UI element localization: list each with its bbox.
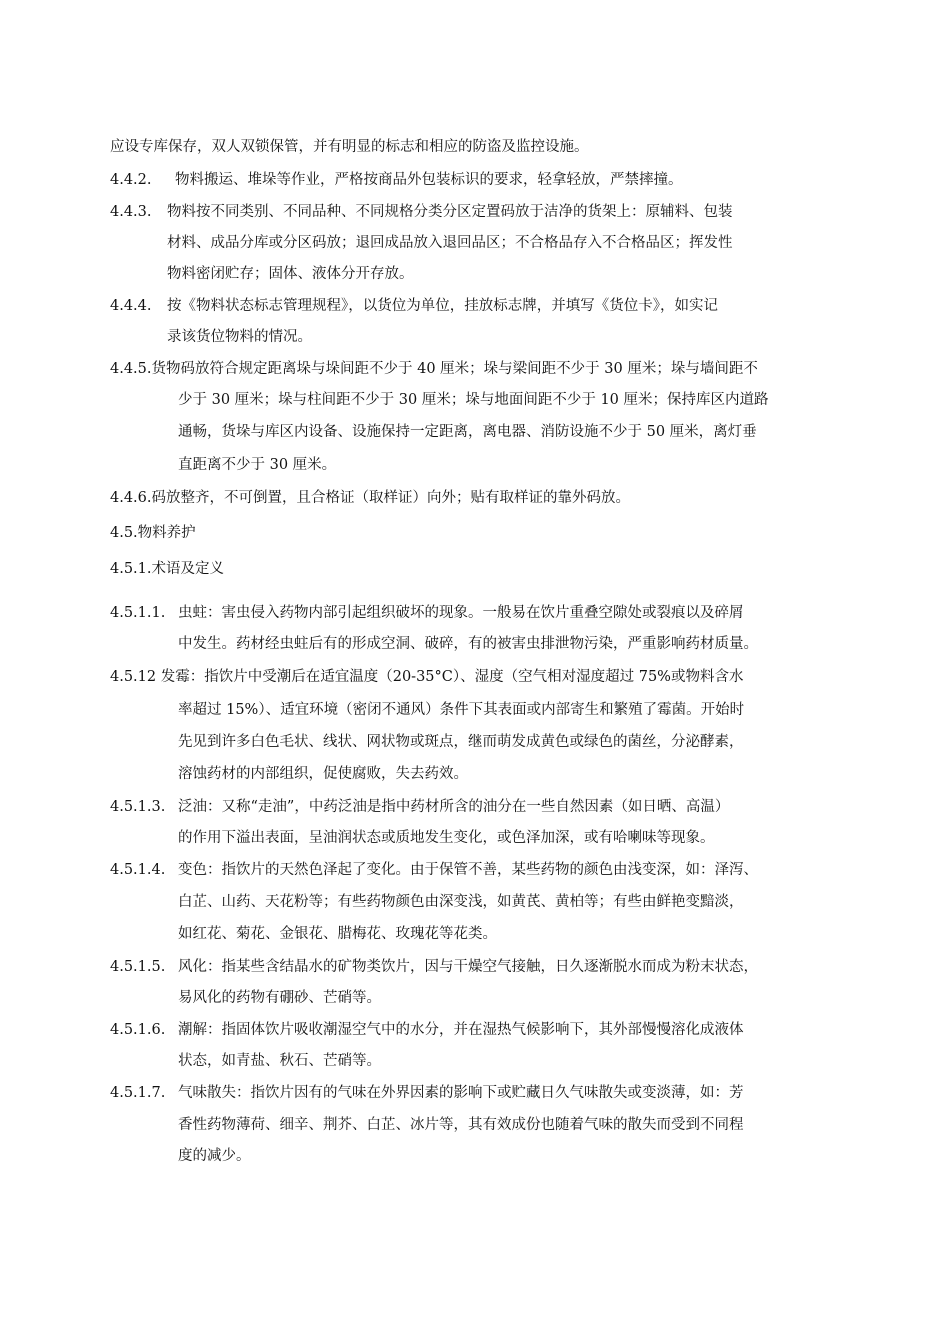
text-line: 先见到许多白色毛状、线状、网状物或斑点，继而萌发成黄色或绿色的菌丝，分泌酵素，	[178, 734, 744, 750]
text-line: 物料按不同类别、不同品种、不同规格分类分区定置码放于洁净的货架上：原辅料、包装	[167, 204, 733, 220]
text-line: 虫蛀：害虫侵入药物内部引起组织破坏的现象。一般易在饮片重叠空隙处或裂痕以及碎屑	[178, 605, 744, 621]
text-line: 香性药物薄荷、细辛、荆芥、白芷、冰片等，其有效成份也随着气味的散失而受到不同程	[178, 1117, 744, 1133]
section-heading: 4.5.1.术语及定义	[110, 561, 225, 577]
item-number: 4.5.1.6.	[110, 1022, 166, 1038]
text-line: 的作用下溢出表面，呈油润状态或质地发生变化，或色泽加深，或有哈喇味等现象。	[178, 830, 715, 846]
item-number: 4.4.2.	[110, 172, 152, 188]
text-line: 潮解：指固体饮片吸收潮湿空气中的水分，并在湿热气候影响下，其外部慢慢溶化成液体	[178, 1022, 744, 1038]
text-line: 通畅，货垛与库区内设备、设施保持一定距离，离电器、消防设施不少于 50 厘米，离灯垂	[178, 424, 757, 440]
text-line: 材料、成品分库或分区码放；退回成品放入退回品区；不合格品存入不合格品区；挥发性	[167, 235, 733, 251]
text-line: 按《物料状态标志管理规程》，以货位为单位，挂放标志牌，并填写《货位卡》，如实记	[167, 298, 718, 314]
text-line: 变色：指饮片的天然色泽起了变化。由于保管不善，某些药物的颜色由浅变深，如：泽泻、	[178, 862, 758, 878]
text-line: 直距离不少于 30 厘米。	[178, 457, 337, 473]
text-line: 物料搬运、堆垛等作业，严格按商品外包装标识的要求，轻拿轻放，严禁摔撞。	[175, 172, 683, 188]
item-number: 4.4.4.	[110, 298, 152, 314]
text-line: 度的减少。	[178, 1148, 251, 1164]
text-line: 风化：指某些含结晶水的矿物类饮片，因与干燥空气接触，日久逐渐脱水而成为粉末状态，	[178, 959, 758, 975]
section-heading: 4.5.物料养护	[110, 525, 196, 541]
text-line: 率超过 15%）、适宜环境（密闭不通风）条件下其表面或内部寄生和繁殖了霉菌。开始时	[178, 702, 745, 718]
item-number: 4.5.1.3.	[110, 799, 166, 815]
text-line: 中发生。药材经虫蛀后有的形成空洞、破碎，有的被害虫排泄物污染，严重影响药材质量。	[178, 636, 758, 652]
text-line: 白芷、山药、天花粉等；有些药物颜色由深变浅，如黄芪、黄柏等；有些由鲜艳变黯淡，	[178, 894, 744, 910]
text-line: 状态，如青盐、秋石、芒硝等。	[178, 1053, 381, 1069]
text-line: 4.5.12 发霉：指饮片中受潮后在适宜温度（20-35°C）、湿度（空气相对湿度超过 75%或物料含水	[110, 669, 744, 685]
item-number: 4.5.1.5.	[110, 959, 166, 975]
item-number: 4.4.3.	[110, 204, 152, 220]
text-line: 4.4.5.货物码放符合规定距离垛与垛间距不少于 40 厘米；垛与梁间距不少于 30 厘米；垛与墙间距不	[110, 361, 758, 377]
text-line: 泛油：又称“走油”，中药泛油是指中药材所含的油分在一些自然因素（如日晒、高温）	[178, 799, 730, 815]
text-line: 少于 30 厘米；垛与柱间距不少于 30 厘米；垛与地面间距不少于 10 厘米；保持库区内道路	[178, 392, 769, 408]
text-line: 易风化的药物有硼砂、芒硝等。	[178, 990, 381, 1006]
text-line: 物料密闭贮存；固体、液体分开存放。	[167, 266, 414, 282]
text-line: 应设专库保存，双人双锁保管，并有明显的标志和相应的防盗及监控设施。	[110, 139, 589, 155]
item-number: 4.5.1.1.	[110, 605, 166, 621]
text-line: 气味散失：指饮片因有的气味在外界因素的影响下或贮藏日久气味散失或变淡薄，如：芳	[178, 1085, 744, 1101]
text-line: 4.4.6.码放整齐，不可倒置，且合格证（取样证）向外；贴有取样证的靠外码放。	[110, 490, 631, 506]
text-line: 如红花、菊花、金银花、腊梅花、玫瑰花等花类。	[178, 926, 497, 942]
text-line: 录该货位物料的情况。	[167, 329, 312, 345]
item-number: 4.5.1.7.	[110, 1085, 166, 1101]
item-number: 4.5.1.4.	[110, 862, 166, 878]
text-line: 溶蚀药材的内部组织，促使腐败，失去药效。	[178, 766, 468, 782]
